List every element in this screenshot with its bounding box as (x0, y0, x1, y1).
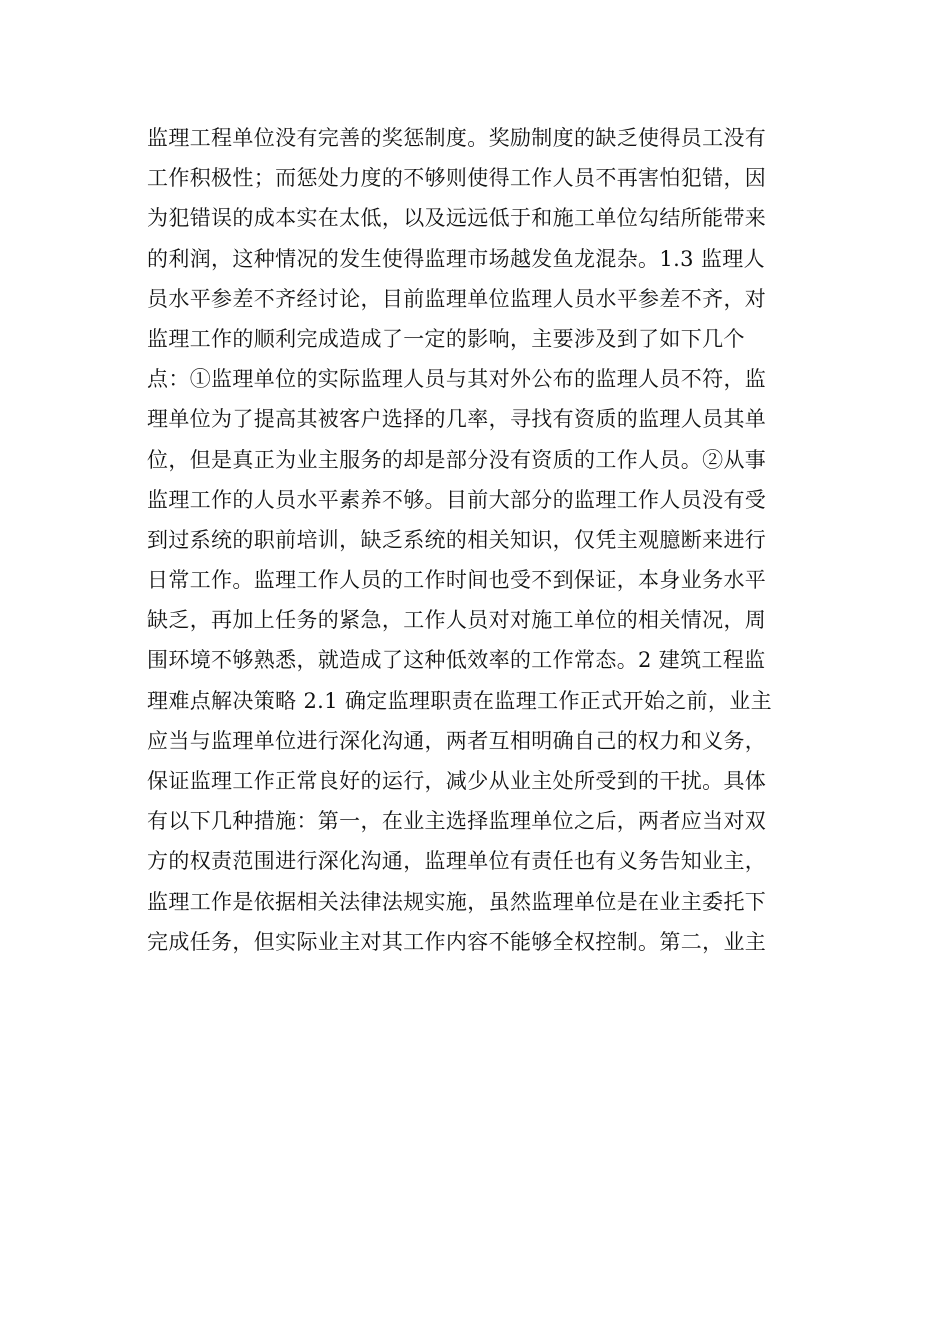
text-line: 理单位为了提高其被客户选择的几率，寻找有资质的监理人员其单 (147, 407, 767, 432)
text-line: 点：①监理单位的实际监理人员与其对外公布的监理人员不符，监 (147, 367, 767, 392)
text-line: 理难点解决策略 2.1 确定监理职责在监理工作正式开始之前，业主 (147, 688, 772, 713)
text-line: 员水平参差不齐经讨论，目前监理单位监理人员水平参差不齐，对 (147, 286, 767, 311)
text-line: 应当与监理单位进行深化沟通，两者互相明确自己的权力和义务， (147, 728, 767, 753)
body-paragraph (147, 118, 807, 962)
text-line: 缺乏，再加上任务的紧急，工作人员对对施工单位的相关情况，周 (147, 608, 767, 633)
text-line: 有以下几种措施：第一，在业主选择监理单位之后，两者应当对双 (147, 809, 767, 834)
text-line: 监理工作是依据相关法律法规实施，虽然监理单位是在业主委托下 (147, 889, 767, 914)
text-line: 监理工作的人员水平素养不够。目前大部分的监理工作人员没有受 (147, 487, 767, 512)
text-line: 保证监理工作正常良好的运行，减少从业主处所受到的干扰。具体 (147, 769, 767, 793)
text-line: 工作积极性；而惩处力度的不够则使得工作人员不再害怕犯错，因 (147, 166, 767, 191)
text-line: 日常工作。监理工作人员的工作时间也受不到保证，本身业务水平 (147, 568, 767, 593)
text-line: 到过系统的职前培训，缺乏系统的相关知识，仅凭主观臆断来进行 (147, 527, 767, 552)
text-line: 方的权责范围进行深化沟通，监理单位有责任也有义务告知业主， (147, 849, 767, 874)
text-line: 为犯错误的成本实在太低，以及远远低于和施工单位勾结所能带来 (147, 206, 767, 231)
text-line: 完成任务，但实际业主对其工作内容不能够全权控制。第二，业主 (147, 929, 767, 954)
text-line: 的利润，这种情况的发生使得监理市场越发鱼龙混杂。1.3 监理人 (147, 246, 765, 271)
text-line: 围环境不够熟悉，就造成了这种低效率的工作常态。2 建筑工程监 (147, 648, 766, 673)
text-line: 监理工程单位没有完善的奖惩制度。奖励制度的缺乏使得员工没有 (147, 126, 767, 150)
text-line: 位，但是真正为业主服务的却是部分没有资质的工作人员。②从事 (147, 447, 767, 472)
text-line: 监理工作的顺利完成造成了一定的影响，主要涉及到了如下几个 (147, 326, 745, 351)
